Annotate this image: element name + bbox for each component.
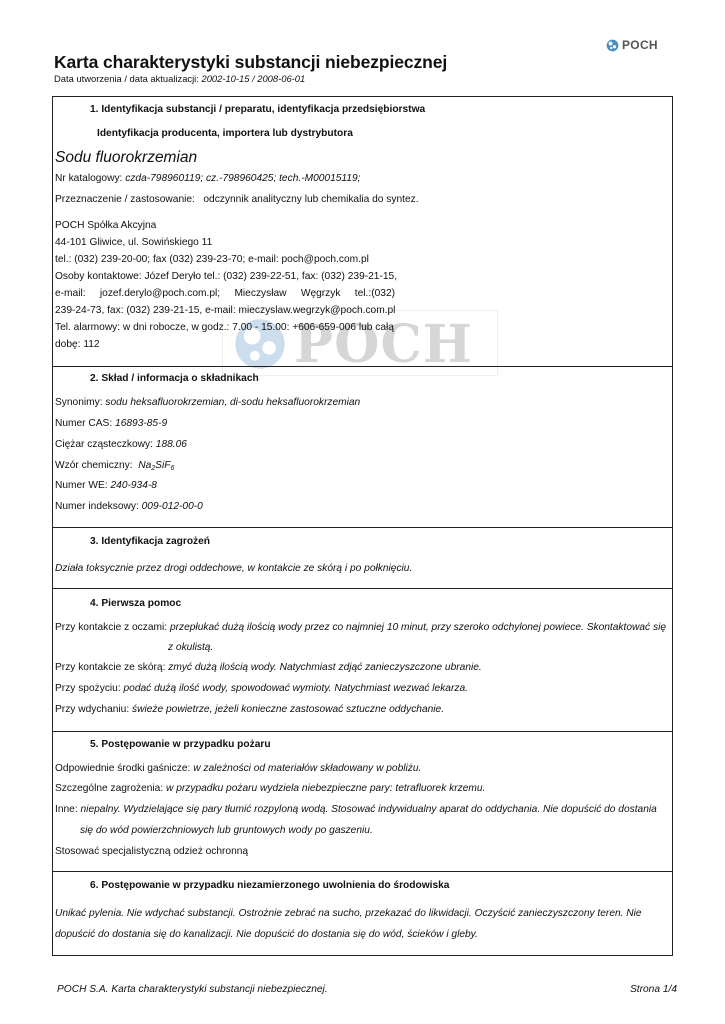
contacts-word: Węgrzyk <box>300 288 341 299</box>
cas-number <box>55 418 167 429</box>
substance-name: Sodu fluorokrzemian <box>55 149 198 166</box>
release-value-1: Unikać pylenia. Nie wdychać substancji. Ostrożnie zebrać na sucho, przekazać do likwidacji. Oczyścić zanieczyszczony teren. Nie <box>55 908 642 919</box>
footer-page-number: Strona 1/4 <box>630 984 678 995</box>
index-value: 009-012-00-0 <box>141 501 203 512</box>
contacts-word: Mieczysław <box>234 288 287 299</box>
divider-section-5 <box>52 731 673 732</box>
first-aid-eyes-cont <box>168 642 213 653</box>
eyes-value-2: z okulistą. <box>168 642 214 653</box>
contacts-line-3: 239-24-73, fax: (032) 239-21-15, e-mail: mieczyslaw.wegrzyk@poch.com.pl <box>55 305 396 316</box>
section-6-title: 6. Postępowanie w przypadku niezamierzonego uwolnienia do środowiska <box>90 880 450 891</box>
swallow-label: Przy spożyciu: <box>55 683 121 694</box>
chemical-formula <box>55 460 174 472</box>
contacts-word: tel.:(032) <box>354 288 395 299</box>
synonyms <box>55 397 360 408</box>
eyes-label: Przy kontakcie z oczami: <box>55 622 168 633</box>
section-5-title: 5. Postępowanie w przypadku pożaru <box>90 739 271 750</box>
inhale-value: świeże powietrze, jeżeli konieczne zastosować sztuczne oddychanie. <box>132 704 445 715</box>
index-number <box>55 501 203 512</box>
first-aid-skin <box>55 662 482 673</box>
we-value: 240-934-8 <box>110 480 157 491</box>
hazards-text <box>55 563 412 574</box>
divider-section-4 <box>52 588 673 589</box>
mw-label: Ciężar cząsteczkowy: <box>55 439 153 450</box>
alarm-line-2: dobę: 112 <box>55 339 100 350</box>
section-3-title: 3. Identyfikacja zagrożeń <box>90 536 211 547</box>
release-value-2: dopuścić do dostania się do kanalizacji. Nie dopuścić do dostania się do wód, ścieków i gleby. <box>55 929 478 940</box>
section-2-title: 2. Skład / informacja o składnikach <box>90 373 259 384</box>
use-value: odczynnik analityczny lub chemikalia do syntez. <box>203 194 419 205</box>
protective-clothing: Stosować specjalistyczną odzież ochronną <box>55 846 249 857</box>
first-aid-eyes <box>55 622 666 633</box>
other-value: niepalny. Wydzielające się pary tłumić rozpyloną wodą. Stosować indywidualny aparat do oddychania. Nie dopuścić do dostania <box>80 804 657 815</box>
skin-value: zmyć dużą ilością wody. Natychmiast zdjąć zanieczyszczone ubranie. <box>168 662 482 673</box>
fire-hazards-value: w przypadku pożaru wydziela niebezpieczne pary: tetrafluorek krzemu. <box>166 783 486 794</box>
dates-label: Data utworzenia / data aktualizacji: <box>54 73 199 84</box>
molecular-weight <box>55 439 187 450</box>
contacts-line-1: Osoby kontaktowe: Józef Deryło tel.: (032) 239-22-51, fax: (032) 239-21-15, <box>55 271 398 282</box>
fire-hazards-label: Szczególne zagrożenia: <box>55 783 164 794</box>
catalog-number <box>55 173 360 184</box>
alarm-line-1: Tel. alarmowy: w dni robocze, w godz.: 7.00 - 15.00: +606-659-006 lub całą <box>55 322 394 333</box>
release-text-1 <box>55 908 642 919</box>
synonyms-value: sodu heksafluorokrzemian, di-sodu heksafluorokrzemian <box>105 397 361 408</box>
mw-value: 188.06 <box>155 439 187 450</box>
hazards-value: Działa toksycznie przez drogi oddechowe, w kontakcie ze skórą i po połknięciu. <box>55 563 413 574</box>
company-name: POCH Spółka Akcyjna <box>55 220 157 231</box>
poch-logo <box>606 38 658 52</box>
other-label: Inne: <box>55 804 78 815</box>
first-aid-inhale <box>55 704 444 715</box>
media-label: Odpowiednie środki gaśnicze: <box>55 763 191 774</box>
swallow-value: podać dużą ilość wody, spowodować wymioty. Natychmiast wezwać lekarza. <box>123 683 468 694</box>
use-label: Przeznaczenie / zastosowanie: <box>55 194 195 205</box>
we-label: Numer WE: <box>55 480 108 491</box>
contacts-word: jozef.derylo@poch.com.pl; <box>99 288 221 299</box>
section-4-title: 4. Pierwsza pomoc <box>90 598 182 609</box>
formula-label: Wzór chemiczny: <box>55 460 133 471</box>
fire-hazards <box>55 783 485 794</box>
divider-section-6 <box>52 871 673 872</box>
divider-section-3 <box>52 527 673 528</box>
inhale-label: Przy wdychaniu: <box>55 704 130 715</box>
logo-text: POCH <box>622 38 658 52</box>
first-aid-swallow <box>55 683 468 694</box>
we-number <box>55 480 157 491</box>
watermark-text: POCH <box>294 314 473 375</box>
skin-label: Przy kontakcie ze skórą: <box>55 662 166 673</box>
document-dates <box>54 73 305 84</box>
section-1-title: 1. Identyfikacja substancji / preparatu, identyfikacja przedsiębiorstwa <box>90 104 426 115</box>
fire-media <box>55 763 421 774</box>
cas-label: Numer CAS: <box>55 418 113 429</box>
divider-section-2 <box>52 366 673 367</box>
cas-value: 16893-85-9 <box>115 418 168 429</box>
catalog-label: Nr katalogowy: <box>55 173 123 184</box>
company-address: 44-101 Gliwice, ul. Sowińskiego 11 <box>55 237 213 248</box>
contacts-word: e-mail: <box>55 288 86 299</box>
index-label: Numer indeksowy: <box>55 501 139 512</box>
formula-value: $Na_2SiF_6$ <box>138 460 175 472</box>
section-1-subtitle: Identyfikacja producenta, importera lub dystrybutora <box>97 128 353 139</box>
release-text-2 <box>55 929 478 940</box>
contacts-line-2 <box>55 288 395 299</box>
eyes-value: przepłukać dużą ilością wody przez co najmniej 10 minut, przy szeroko odchylonej powiece. Skontaktować się <box>169 622 666 633</box>
document-title: Karta charakterystyki substancji niebezpiecznej <box>54 52 448 72</box>
synonyms-label: Synonimy: <box>55 397 103 408</box>
catalog-value: czda-798960119; cz.-798960425; tech.-M00015119; <box>125 173 361 184</box>
footer-document-name: POCH S.A. Karta charakterystyki substancji niebezpiecznej. <box>57 984 328 995</box>
media-value: w zależności od materiałów składowany w pobliżu. <box>193 763 422 774</box>
other-value-2: się do wód powierzchniowych lub gruntowych wody po gaszeniu. <box>80 825 373 836</box>
poch-logo-icon <box>606 39 619 52</box>
company-phones: tel.: (032) 239-20-00; fax (032) 239-23-70; e-mail: poch@poch.com.pl <box>55 254 369 265</box>
intended-use <box>55 194 419 205</box>
fire-other-cont <box>80 825 373 836</box>
dates-value: 2002-10-15 / 2008-06-01 <box>201 73 306 84</box>
fire-other <box>55 804 657 815</box>
